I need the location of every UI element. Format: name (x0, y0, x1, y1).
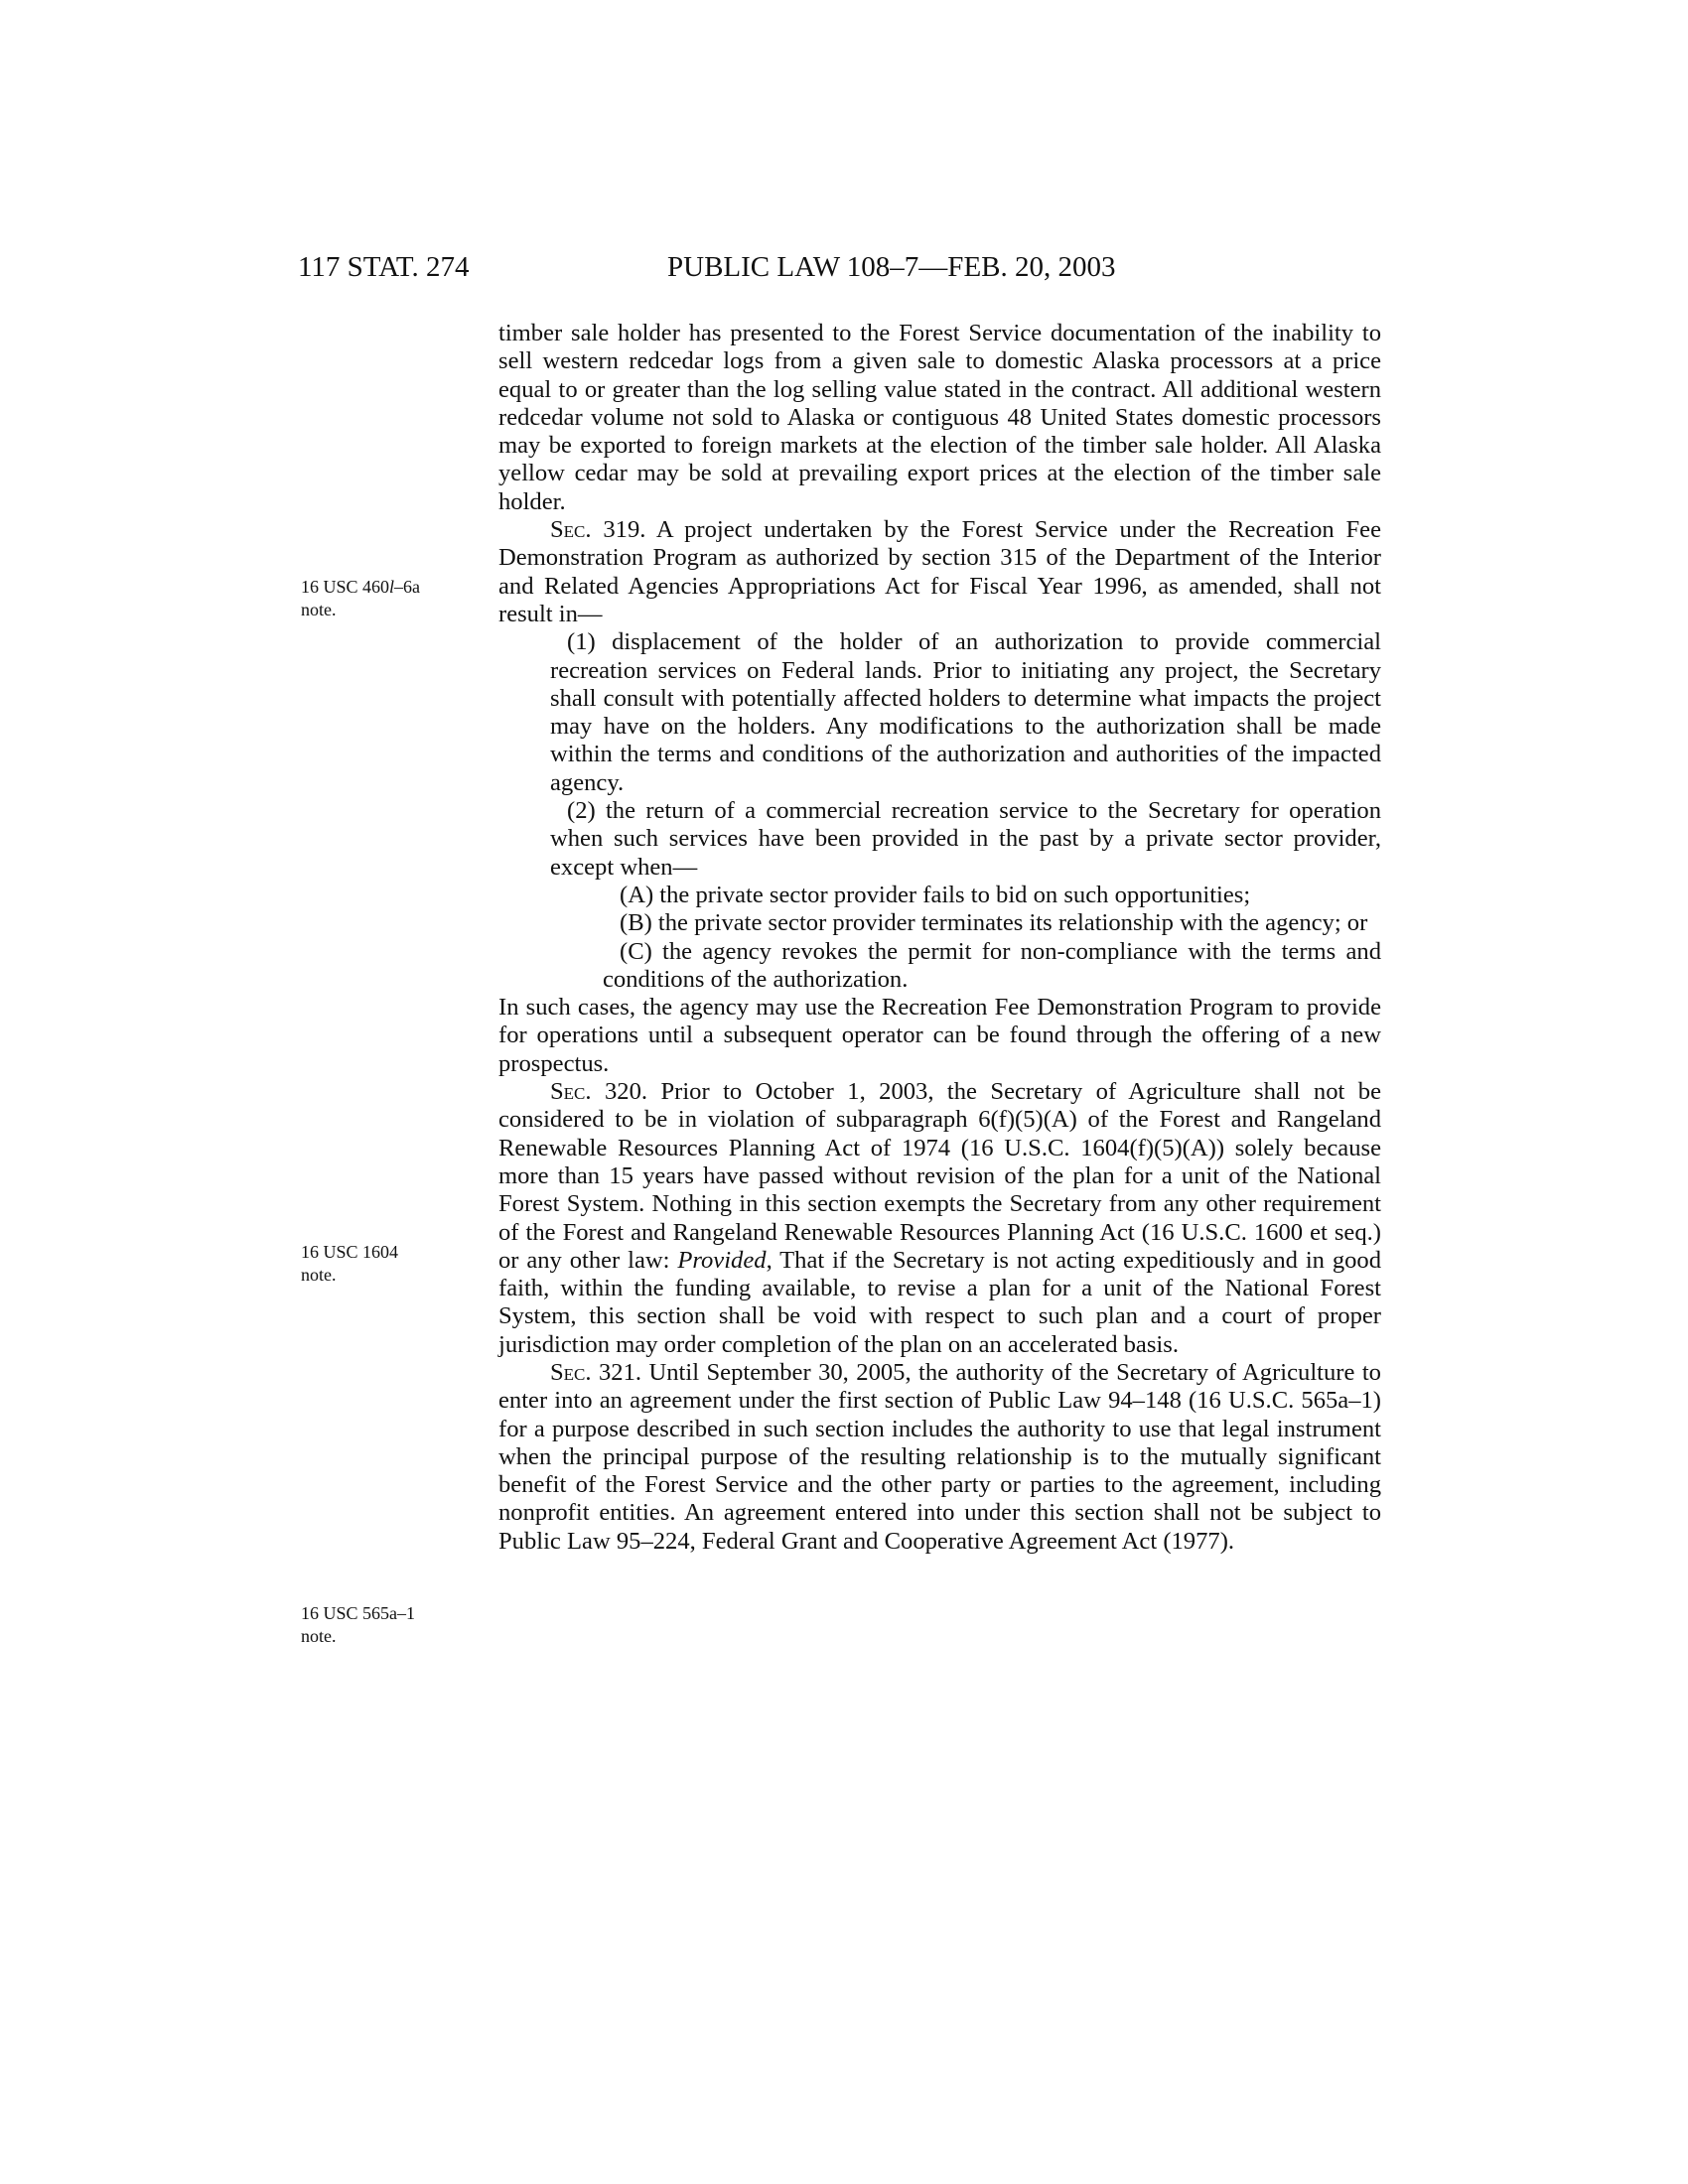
item-2: (2) the return of a commercial recreation service to the Secretary for operation when such services have been provided in the past by a private sector provider, except when— (550, 797, 1381, 881)
in-such-cases-paragraph: In such cases, the agency may use the Recreation Fee Demonstration Program to provide for operations until a subsequent operator can be found through the offering of a new prospectus. (498, 994, 1381, 1077)
margin-note-sec319-code-rest: –6a (394, 577, 421, 597)
page-header (0, 251, 1688, 291)
margin-note-sec319 (301, 576, 480, 621)
section-320-label: Sec. 320. (550, 1078, 648, 1106)
section-321 (498, 1359, 1381, 1556)
item-c: (C) the agency revokes the permit for non-compliance with the terms and conditions of the authorization. (603, 937, 1381, 993)
section-320-provided: Provided (677, 1246, 767, 1274)
margin-note-sec319-italic: l (389, 577, 395, 597)
margin-note-sec321-code: 16 USC 565a–1 (301, 1603, 416, 1623)
section-319 (498, 516, 1381, 628)
section-321-text: Until September 30, 2005, the authority of the Secretary of Agriculture to enter into an agreement under the first section of Public Law 94–148 (16 U.S.C. 565a–1) for a purpose described in such section includes the authority to use that legal instrument when the principal purpose of the resulting relationship is to the mutually significant benefit of the Forest Service and the other party or parties to the agreement, including nonprofit entities. An agreement entered into under this section shall not be subject to Public Law 95–224, Federal Grant and Cooperative Agreement Act (1977). (498, 1358, 1381, 1555)
margin-note-sec319-code: 16 USC 460 (301, 577, 390, 597)
margin-note-sec320-note: note. (301, 1265, 337, 1285)
section-319-label: Sec. 319. (550, 516, 646, 544)
item-b: (B) the private sector provider terminates its relationship with the agency; or (620, 909, 1368, 937)
section-320-text-a: Prior to October 1, 2003, the Secretary of Agriculture shall not be considered to be in violation of subparagraph 6(f)(5)(A) of the Forest and Rangeland Renewable Resources Planning Act of 1974 (16 U.S.C. 1604(f)(5)(A)) solely because more than 15 years have passed without revision of the plan for a unit of the National Forest System. Nothing in this section exempts the Secretary from any other requirement of the Forest and Rangeland Renewable Resources Planning Act (16 U.S.C. 1600 et seq.) or any other law: (498, 1078, 1381, 1274)
document-body (498, 320, 1381, 1556)
section-320-text-b: , That if the Secretary is not acting expeditiously and in good faith, within the funding available, to revise a plan for a unit of the National Forest System, this section shall be void with respect to such plan and a court of proper jurisdiction may order completion of the plan on an accelerated basis. (498, 1246, 1382, 1358)
section-321-label: Sec. 321. (550, 1358, 642, 1386)
item-a: (A) the private sector provider fails to bid on such opportunities; (620, 881, 1251, 908)
margin-note-sec321 (301, 1602, 480, 1648)
section-320 (498, 1078, 1381, 1359)
margin-note-sec320 (301, 1241, 480, 1287)
law-title: PUBLIC LAW 108–7—FEB. 20, 2003 (667, 251, 1116, 283)
section-319-text: A project undertaken by the Forest Service under the Recreation Fee Demonstration Program as authorized by section 315 of the Department of the Interior and Related Agencies Appropriations Act for Fiscal Year 1996, as amended, shall not result in— (498, 516, 1381, 627)
paragraph-continuation: timber sale holder has presented to the Forest Service documentation of the inability to sell western redcedar logs from a given sale to domestic Alaska processors at a price equal to or greater than the log selling value stated in the contract. All additional western redcedar volume not sold to Alaska or contiguous 48 United States domestic processors may be exported to foreign markets at the election of the timber sale holder. All Alaska yellow cedar may be sold at prevailing export prices at the election of the timber sale holder. (498, 320, 1381, 515)
margin-note-sec321-note: note. (301, 1626, 337, 1646)
margin-note-sec320-code: 16 USC 1604 (301, 1242, 399, 1262)
margin-note-sec319-note: note. (301, 600, 337, 619)
item-1: (1) displacement of the holder of an authorization to provide commercial recreation services on Federal lands. Prior to initiating any project, the Secretary shall consult with potentially affected holders to determine what impacts the project may have on the holders. Any modifications to the authorization shall be made within the terms and conditions of the authorization and authorities of the impacted agency. (550, 628, 1381, 796)
stat-reference: 117 STAT. 274 (298, 251, 470, 283)
